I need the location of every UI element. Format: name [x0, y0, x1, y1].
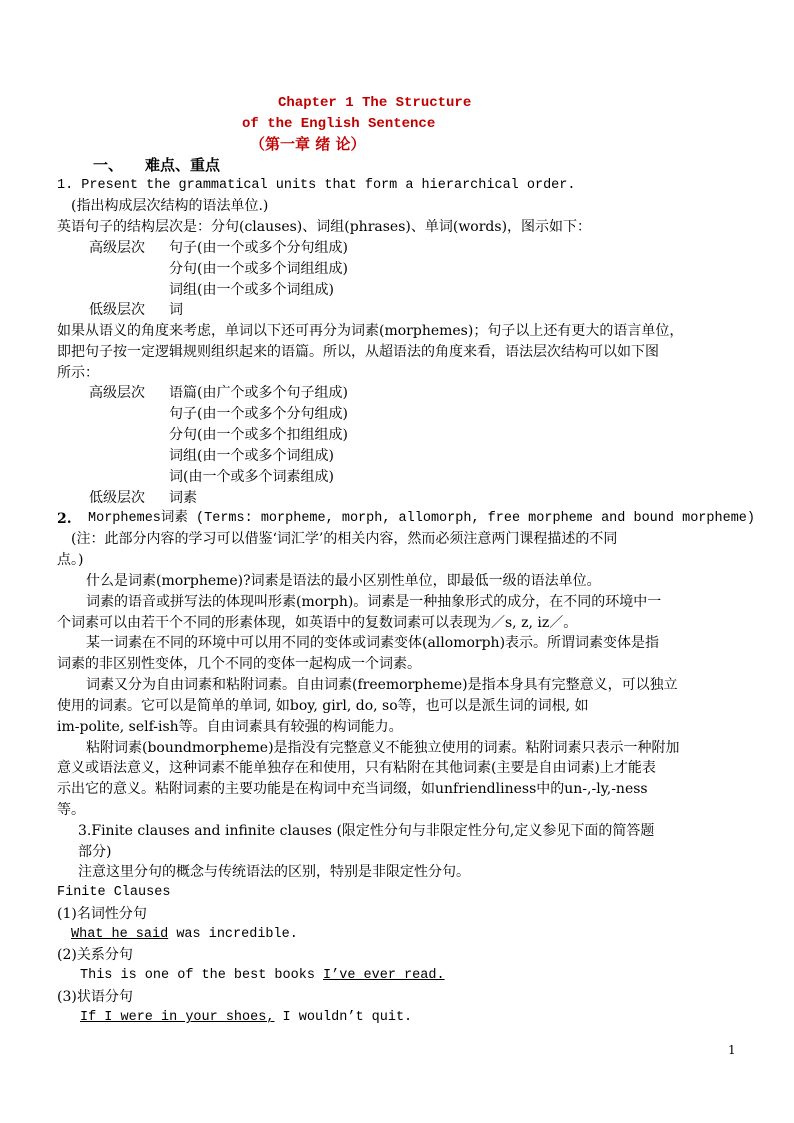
- point-1-heading: 1. Present the grammatical units that form a hierarchical order.: [57, 178, 576, 193]
- paragraph-line: (注：此部分内容的学习可以借鉴‘词汇学’的相关内容，然而必须注意两门课程描述的不同: [71, 531, 618, 547]
- hierarchy-item: 分句(由一个或多个词组组成): [169, 261, 348, 277]
- hierarchy-item: 词组(由一个或多个词组成): [169, 282, 334, 298]
- subheading: (2)关系分句: [57, 947, 133, 963]
- example-sentence: [80, 966, 445, 986]
- example-sentence: [71, 925, 298, 945]
- point-2-heading: Morphemes词素 (Terms: morpheme, morph, allomorph, free morpheme and bound morpheme): [88, 511, 756, 526]
- paragraph-line: 如果从语义的角度来考虑，单词以下还可再分为词素(morphemes)；句子以上还有更大的语言单位，: [57, 323, 684, 339]
- point-1-note: (指出构成层次结构的语法单位.): [71, 198, 269, 214]
- hierarchy-high-label: 高级层次: [89, 385, 145, 401]
- hierarchy-item: 分句(由一个或多个扣组组成): [169, 427, 348, 443]
- hierarchy-low-label: 低级层次: [89, 490, 145, 506]
- paragraph-line: 点。): [57, 552, 84, 568]
- finite-clauses-heading: Finite Clauses: [57, 885, 171, 900]
- paragraph-line: 什么是词素(morpheme)?词素是语法的最小区别性单位，即最低一级的语法单位。: [86, 573, 601, 589]
- chapter-title-chinese: （第一章 绪 论）: [250, 135, 366, 153]
- hierarchy-item: 语篇(由广个或多个句子组成): [169, 385, 348, 401]
- paragraph-line: 注意这里分句的概念与传统语法的区别，特别是非限定性分句。: [78, 864, 470, 880]
- hierarchy-item: 词: [169, 302, 183, 318]
- example-underlined: If I were in your shoes,: [80, 1010, 275, 1025]
- paragraph-line: 词素的非区别性变体，几个不同的变体一起构成一个词素。: [57, 656, 421, 672]
- paragraph-line: 个词素可以由若干个不同的形素体现，如英语中的复数词素可以表现为／s, z, iz／。: [57, 615, 578, 631]
- hierarchy-item: 词素: [169, 490, 197, 506]
- hierarchy-item: 词(由一个或多个词素组成): [169, 469, 334, 485]
- paragraph-line: 词素的语音或拼写法的体现叫形素(morph)。词素是一种抽象形式的成分，在不同的环境中一: [86, 594, 662, 610]
- paragraph-line: 词素又分为自由词素和粘附词素。自由词素(freemorpheme)是指本身具有完整意义，可以独立: [86, 677, 678, 693]
- section-number: 一、: [93, 156, 124, 174]
- point-1-text: 英语句子的结构层次是：分句(clauses)、词组(phrases)、单词(words)，图示如下：: [57, 219, 592, 235]
- chapter-title-line2: of the English Sentence: [242, 116, 436, 132]
- paragraph-line: 某一词素在不同的环境中可以用不同的变体或词素变体(allomorph)表示。所谓词素变体是指: [86, 635, 660, 651]
- section-heading: [93, 155, 220, 175]
- hierarchy-item: 句子(由一个或多个分句组成): [169, 406, 348, 422]
- chapter-title-line1: Chapter 1 The Structure: [278, 95, 472, 111]
- hierarchy-item: 句子(由一个或多个分句组成): [169, 240, 348, 256]
- subheading: (3)状语分句: [57, 989, 133, 1005]
- example-sentence: [80, 1008, 412, 1028]
- hierarchy-low-label: 低级层次: [89, 302, 145, 318]
- example-underlined: What he said: [71, 927, 169, 942]
- subheading: (1)名词性分句: [57, 906, 147, 922]
- example-rest: was incredible.: [168, 927, 298, 942]
- page-number: 1: [728, 1043, 736, 1057]
- example-underlined: I’ve ever read.: [323, 968, 445, 983]
- point-2-number: 2.: [57, 511, 72, 527]
- paragraph-line: im-polite, self-ish等。自由词素具有较强的构词能力。: [57, 719, 403, 735]
- hierarchy-item: 词组(由一个或多个词组成): [169, 448, 334, 464]
- paragraph-line: 等。: [57, 802, 85, 818]
- paragraph-line: 示出它的意义。粘附词素的主要功能是在构词中充当词缀，如unfriendliness中的un-,-ly,-ness: [57, 781, 648, 797]
- example-rest: I wouldn’t quit.: [274, 1010, 413, 1025]
- section-heading-text: 难点、重点: [145, 156, 221, 174]
- example-rest: This is one of the best books: [80, 968, 324, 983]
- paragraph-line: 粘附词素(boundmorpheme)是指没有完整意义不能独立使用的词素。粘附词素只表示一种附加: [86, 740, 680, 756]
- paragraph-line: 使用的词素。它可以是简单的单词, 如boy, girl, do, so等，也可以是派生词的词根, 如: [57, 698, 589, 714]
- hierarchy-high-label: 高级层次: [89, 240, 145, 256]
- paragraph-line: 即把句子按一定逻辑规则组织起来的语篇。所以，从超语法的角度来看，语法层次结构可以如下图: [57, 344, 659, 360]
- paragraph-line: 所示：: [57, 365, 99, 381]
- point-3-heading: 3.Finite clauses and infinite clauses (限定性分句与非限定性分句,定义参见下面的简答题: [78, 823, 655, 839]
- paragraph-line: 部分): [78, 844, 112, 860]
- paragraph-line: 意义或语法意义，这种词素不能单独存在和使用，只有粘附在其他词素(主要是自由词素)上才能表: [57, 760, 656, 776]
